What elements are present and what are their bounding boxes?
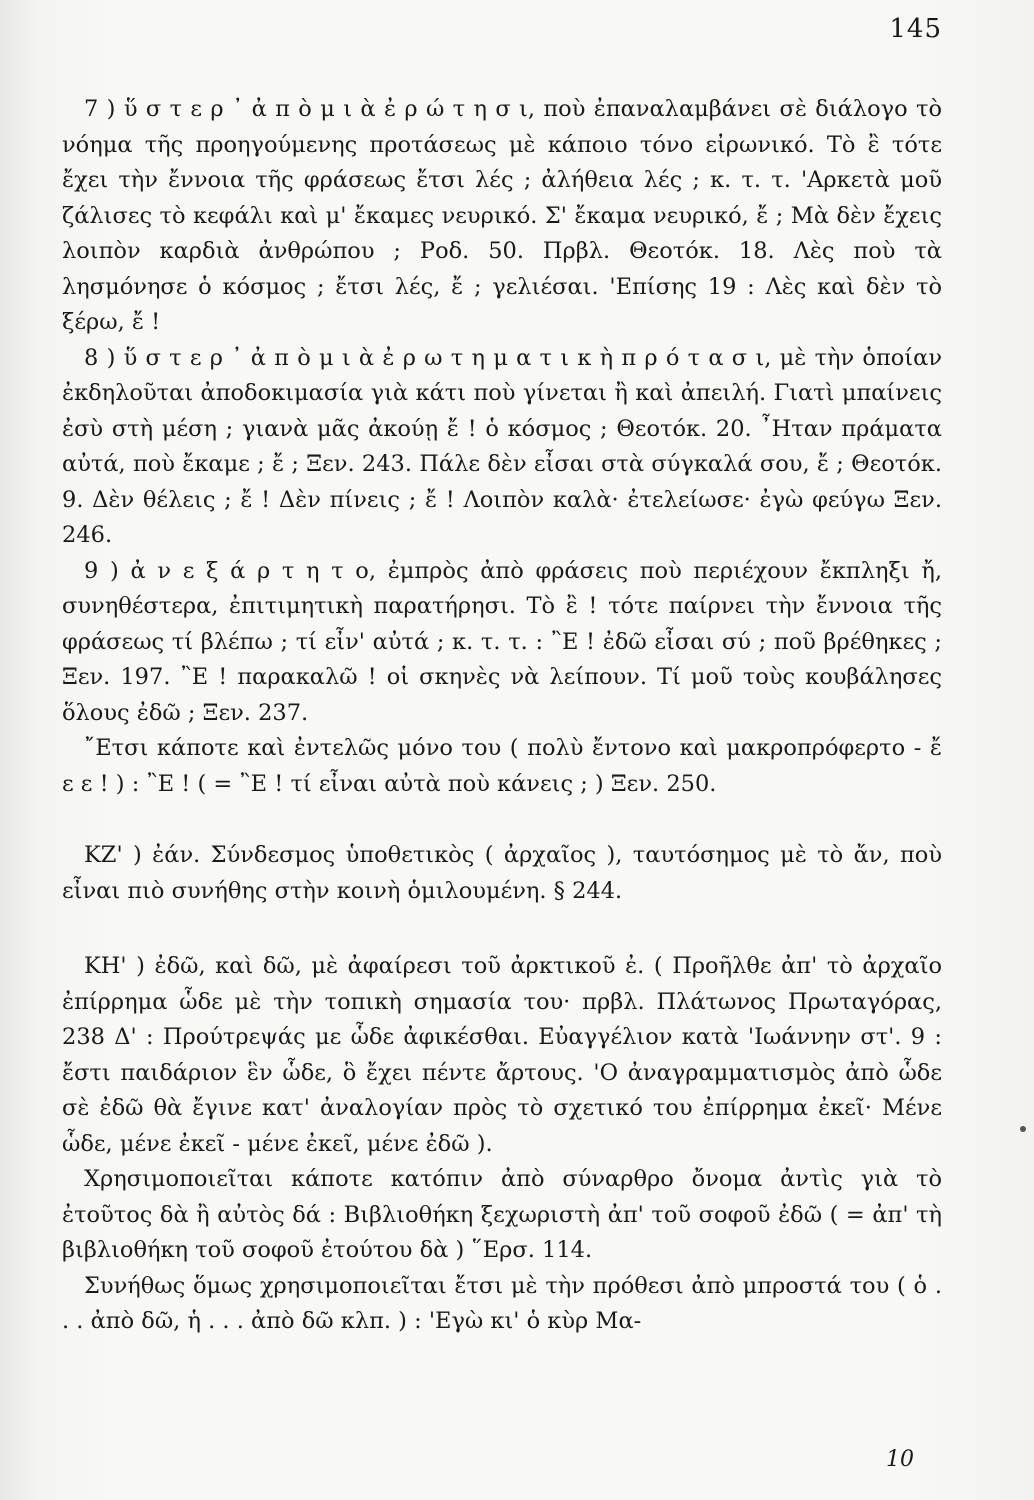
- paragraph-7: 7 ) ὕ σ τ ε ρ ᾽ ἀ π ὸ μ ι ὰ ἐ ρ ώ τ η σ ι, ποὺ ἐπαναλαμβάνει σὲ διάλογο τὸ νόημα τῆς προηγούμενης προτάσεως μὲ κάποιο τόνο εἰρωνικό. Τὸ ἒ τότε ἔχει τὴν ἔννοια τῆς φράσεως ἔτσι λές ; ἀλήθεια λές ; κ. τ. τ. 'Αρκετὰ μοῦ ζάλισες τὸ κεφάλι καὶ μ' ἔκαμες νευρικό. Σ' ἔκαμα νευρικό, ἔ ; Μὰ δὲν ἔχεις λοιπὸν καρδιὰ ἀνθρώπου ; Ροδ. 50. Πρβλ. Θεοτόκ. 18. Λὲς ποὺ τὰ λησμόνησε ὁ κόσμος ; ἔτσι λές, ἔ ; γελιέσαι. 'Επίσης 19 : Λὲς καὶ δὲν τὸ ξέρω, ἔ !: [62, 96, 942, 335]
- entry-kz: ΚΖ' ) ἐάν. Σύνδεσμος ὑποθετικὸς ( ἀρχαῖος ), ταυτόσημος μὲ τὸ ἄν, ποὺ εἶναι πιὸ συνήθης στὴν κοινὴ ὁμιλουμένη. § 244.: [62, 842, 942, 904]
- margin-dot: [1020, 1126, 1026, 1132]
- entry-kh-usage-2: Συνήθως ὅμως χρησιμοποιεῖται ἔτσι μὲ τὴν πρόθεσι ἀπὸ μπροστά του ( ὁ . . . ἀπὸ δῶ, ἡ . . . ἀπὸ δῶ κλπ. ) : 'Εγὼ κι' ὁ κὺρ Μα-: [62, 1272, 942, 1334]
- signature-mark: 10: [886, 1447, 914, 1472]
- entry-kh-usage-1: Χρησιμοποιεῖται κάποτε κατόπιν ἀπὸ σύναρθρο ὄνομα ἀντὶς γιὰ τὸ ἐτοῦτος δὰ ἢ αὐτὸς δά : Βιβλιοθήκη ξεχωριστὴ ἀπ' τοῦ σοφοῦ ἐδῶ ( = ἀπ' τὴ βιβλιοθήκη τοῦ σοφοῦ ἐτούτου δὰ ) ῞Ερσ. 114.: [62, 1166, 942, 1263]
- entry-kh: ΚΗ' ) ἐδῶ, καὶ δῶ, μὲ ἀφαίρεσι τοῦ ἀρκτικοῦ ἐ. ( Προῆλθε ἀπ' τὸ ἀρχαῖο ἐπίρρημα ὧδε μὲ τὴν τοπικὴ σημασία του· πρβλ. Πλάτωνος Πρωταγόρας, 238 Δ' : Προύτρεψάς με ὧδε ἀφικέσθαι. Εὐαγγέλιον κατὰ 'Ιωάννην στ'. 9 : ἔστι παιδάριον ἓν ὧδε, ὃ ἔχει πέντε ἄρτους. 'Ο ἀναγραμματισμὸς ἀπὸ ὧδε σὲ ἐδῶ θὰ ἔγινε κατ' ἀναλογίαν πρὸς τὸ σχετικό του ἐπίρρημα ἐκεῖ· Μένε ὧδε, μένε ἐκεῖ - μένε ἐκεῖ, μένε ἐδῶ ).: [62, 953, 942, 1157]
- page-body: [62, 92, 942, 1340]
- paragraph-9-continuation: ῎Ετσι κάποτε καὶ ἐντελῶς μόνο του ( πολὺ ἔντονο καὶ μακροπρόφερτο - ἔ ε ε ! ) : ῍Ε ! ( = ῍Ε ! τί εἶναι αὐτὰ ποὺ κάνεις ; ) Ξεν. 250.: [62, 735, 942, 797]
- page-number: 145: [889, 14, 942, 44]
- paragraph-9: 9 ) ἀ ν ε ξ ά ρ τ η τ ο, ἐμπρὸς ἀπὸ φράσεις ποὺ περιέχουν ἔκπληξι ἤ, συνηθέστερα, ἐπιτιμητικὴ παρατήρησι. Τὸ ἒ ! τότε παίρνει τὴν ἔννοια τῆς φράσεως τί βλέπω ; τί εἶν' αὐτά ; κ. τ. τ. : ῍Ε ! ἐδῶ εἶσαι σύ ; ποῦ βρέθηκες ; Ξεν. 197. ῍Ε ! παρακαλῶ ! οἱ σκηνὲς νὰ λείπουν. Τί μοῦ τοὺς κουβάλησες ὅλους ἐδῶ ; Ξεν. 237.: [62, 557, 942, 726]
- paragraph-8: 8 ) ὕ σ τ ε ρ ᾽ ἀ π ὸ μ ι ὰ ἐ ρ ω τ η μ α τ ι κ ὴ π ρ ό τ α σ ι, μὲ τὴν ὁποίαν ἐκδηλοῦται ἀποδοκιμασία γιὰ κάτι ποὺ γίνεται ἢ καὶ ἀπειλή. Γιατὶ μπαίνεις ἐσὺ στὴ μέση ; γιανὰ μᾶς ἀκούῃ ἔ ! ὁ κόσμος ; Θεοτόκ. 20. ῏Ηταν πράματα αὐτά, ποὺ ἔκαμε ; ἔ ; Ξεν. 243. Πάλε δὲν εἶσαι στὰ σύγκαλά σου, ἔ ; Θεοτόκ. 9. Δὲν θέλεις ; ἔ ! Δὲν πίνεις ; ἔ ! Λοιπὸν καλὰ· ἐτελείωσε· ἐγὼ φεύγω Ξεν. 246.: [62, 344, 942, 548]
